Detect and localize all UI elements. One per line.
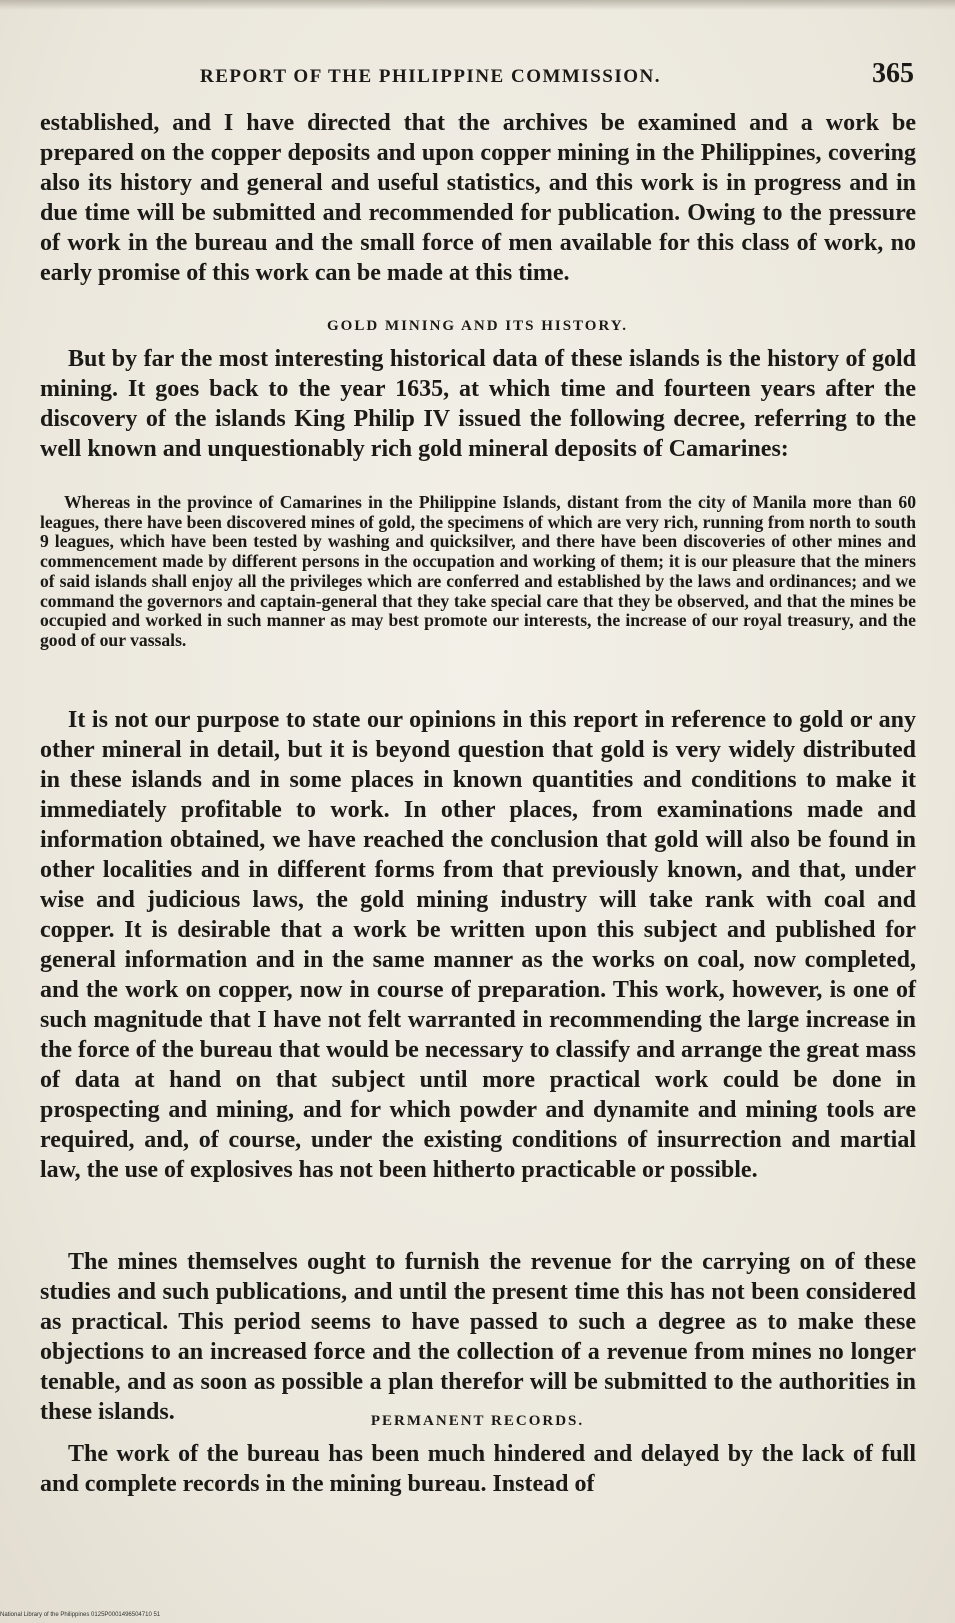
paragraph-mine-revenue: The mines themselves ought to furnish the revenue for the carrying on of these studies and such publications, and until the present time this has not been considered as practical. This period seems to have passed to such a degree as to make these objections to an increased force and the collection of a revenue from mines no longer tenable, and as soon as possible a plan therefor will be submitted to the authorities in these islands.: [40, 1249, 916, 1425]
paragraph-gold-distribution: It is not our purpose to state our opinions in this report in reference to gold or any other mineral in detail, but it is beyond question that gold is very widely distributed in these islands and in some places in known quantities and conditions to make it immediately profitable to work. In other places, from examinations made and information obtained, we have reached the conclusion that gold will also be found in other localities and in different forms from that previously known, and that, under wise and judicious laws, the gold mining industry will take rank with coal and copper. It is desirable that a work be written upon this subject and published for general information and in the same manner as the works on coal, now completed, and the work on copper, now in course of preparation. This work, however, is one of such magnitude that I have not felt warranted in recommending the large increase in the force of the bureau that would be necessary to classify and arrange the great mass of data at hand on that subject until more practical work could be done in prospecting and mining, and for which powder and dynamite and mining tools are required, and, of course, under the existing conditions of insurrection and martial law, the use of explosives has not been hitherto practicable or possible.: [40, 707, 916, 1183]
royal-decree-quote: Whereas in the province of Camarines in the Philippine Islands, distant from the city of Manila more than 60 leagues, there have been discovered mines of gold, the specimens of which are very rich, running from north to south 9 leagues, which have been tested by washing and quicksilver, and there have been discoveries of other mines and commencement made by different persons in the occupation and working of them; it is our pleasure that the miners of said islands shall enjoy all the privileges which are conferred and established by the laws and ordinances; and we command the governors and captain-general that they take special care that they be observed, and that the mines be occupied and worked in such manner as may best promote our interests, the increase of our royal treasury, and the good of our vassals.: [40, 492, 916, 650]
paragraph-records: The work of the bureau has been much hindered and delayed by the lack of full and complete records in the mining bureau. Instead of: [40, 1441, 916, 1497]
paragraph-gold-history: But by far the most interesting historical data of these islands is the history of gold mining. It goes back to the year 1635, at which time and fourteen years after the discovery of the islands King Philip IV issued the following decree, referring to the well known and unquestionably rich gold mineral deposits of Camarines:: [40, 346, 916, 462]
paragraph-copper-work: established, and I have directed that the archives be examined and a work be prepared on the copper deposits and upon copper mining in the Philippines, covering also its history and general and useful statistics, and this work is in progress and in due time will be submitted and recommended for publication. Owing to the pressure of work in the bureau and the small force of men available for this class of work, no early promise of this work can be made at this time.: [40, 110, 916, 286]
scan-edge-shadow: [0, 0, 955, 10]
section-heading-gold-mining: GOLD MINING AND ITS HISTORY.: [327, 318, 628, 334]
section-heading-permanent-records: PERMANENT RECORDS.: [370, 1413, 585, 1429]
running-head: REPORT OF THE PHILIPPINE COMMISSION.: [200, 66, 662, 87]
page-number: 365: [872, 58, 914, 89]
page-header: [40, 58, 916, 98]
scan-credit-footer: National Library of the Philippines 0125P0001496504710 51: [0, 1612, 161, 1618]
